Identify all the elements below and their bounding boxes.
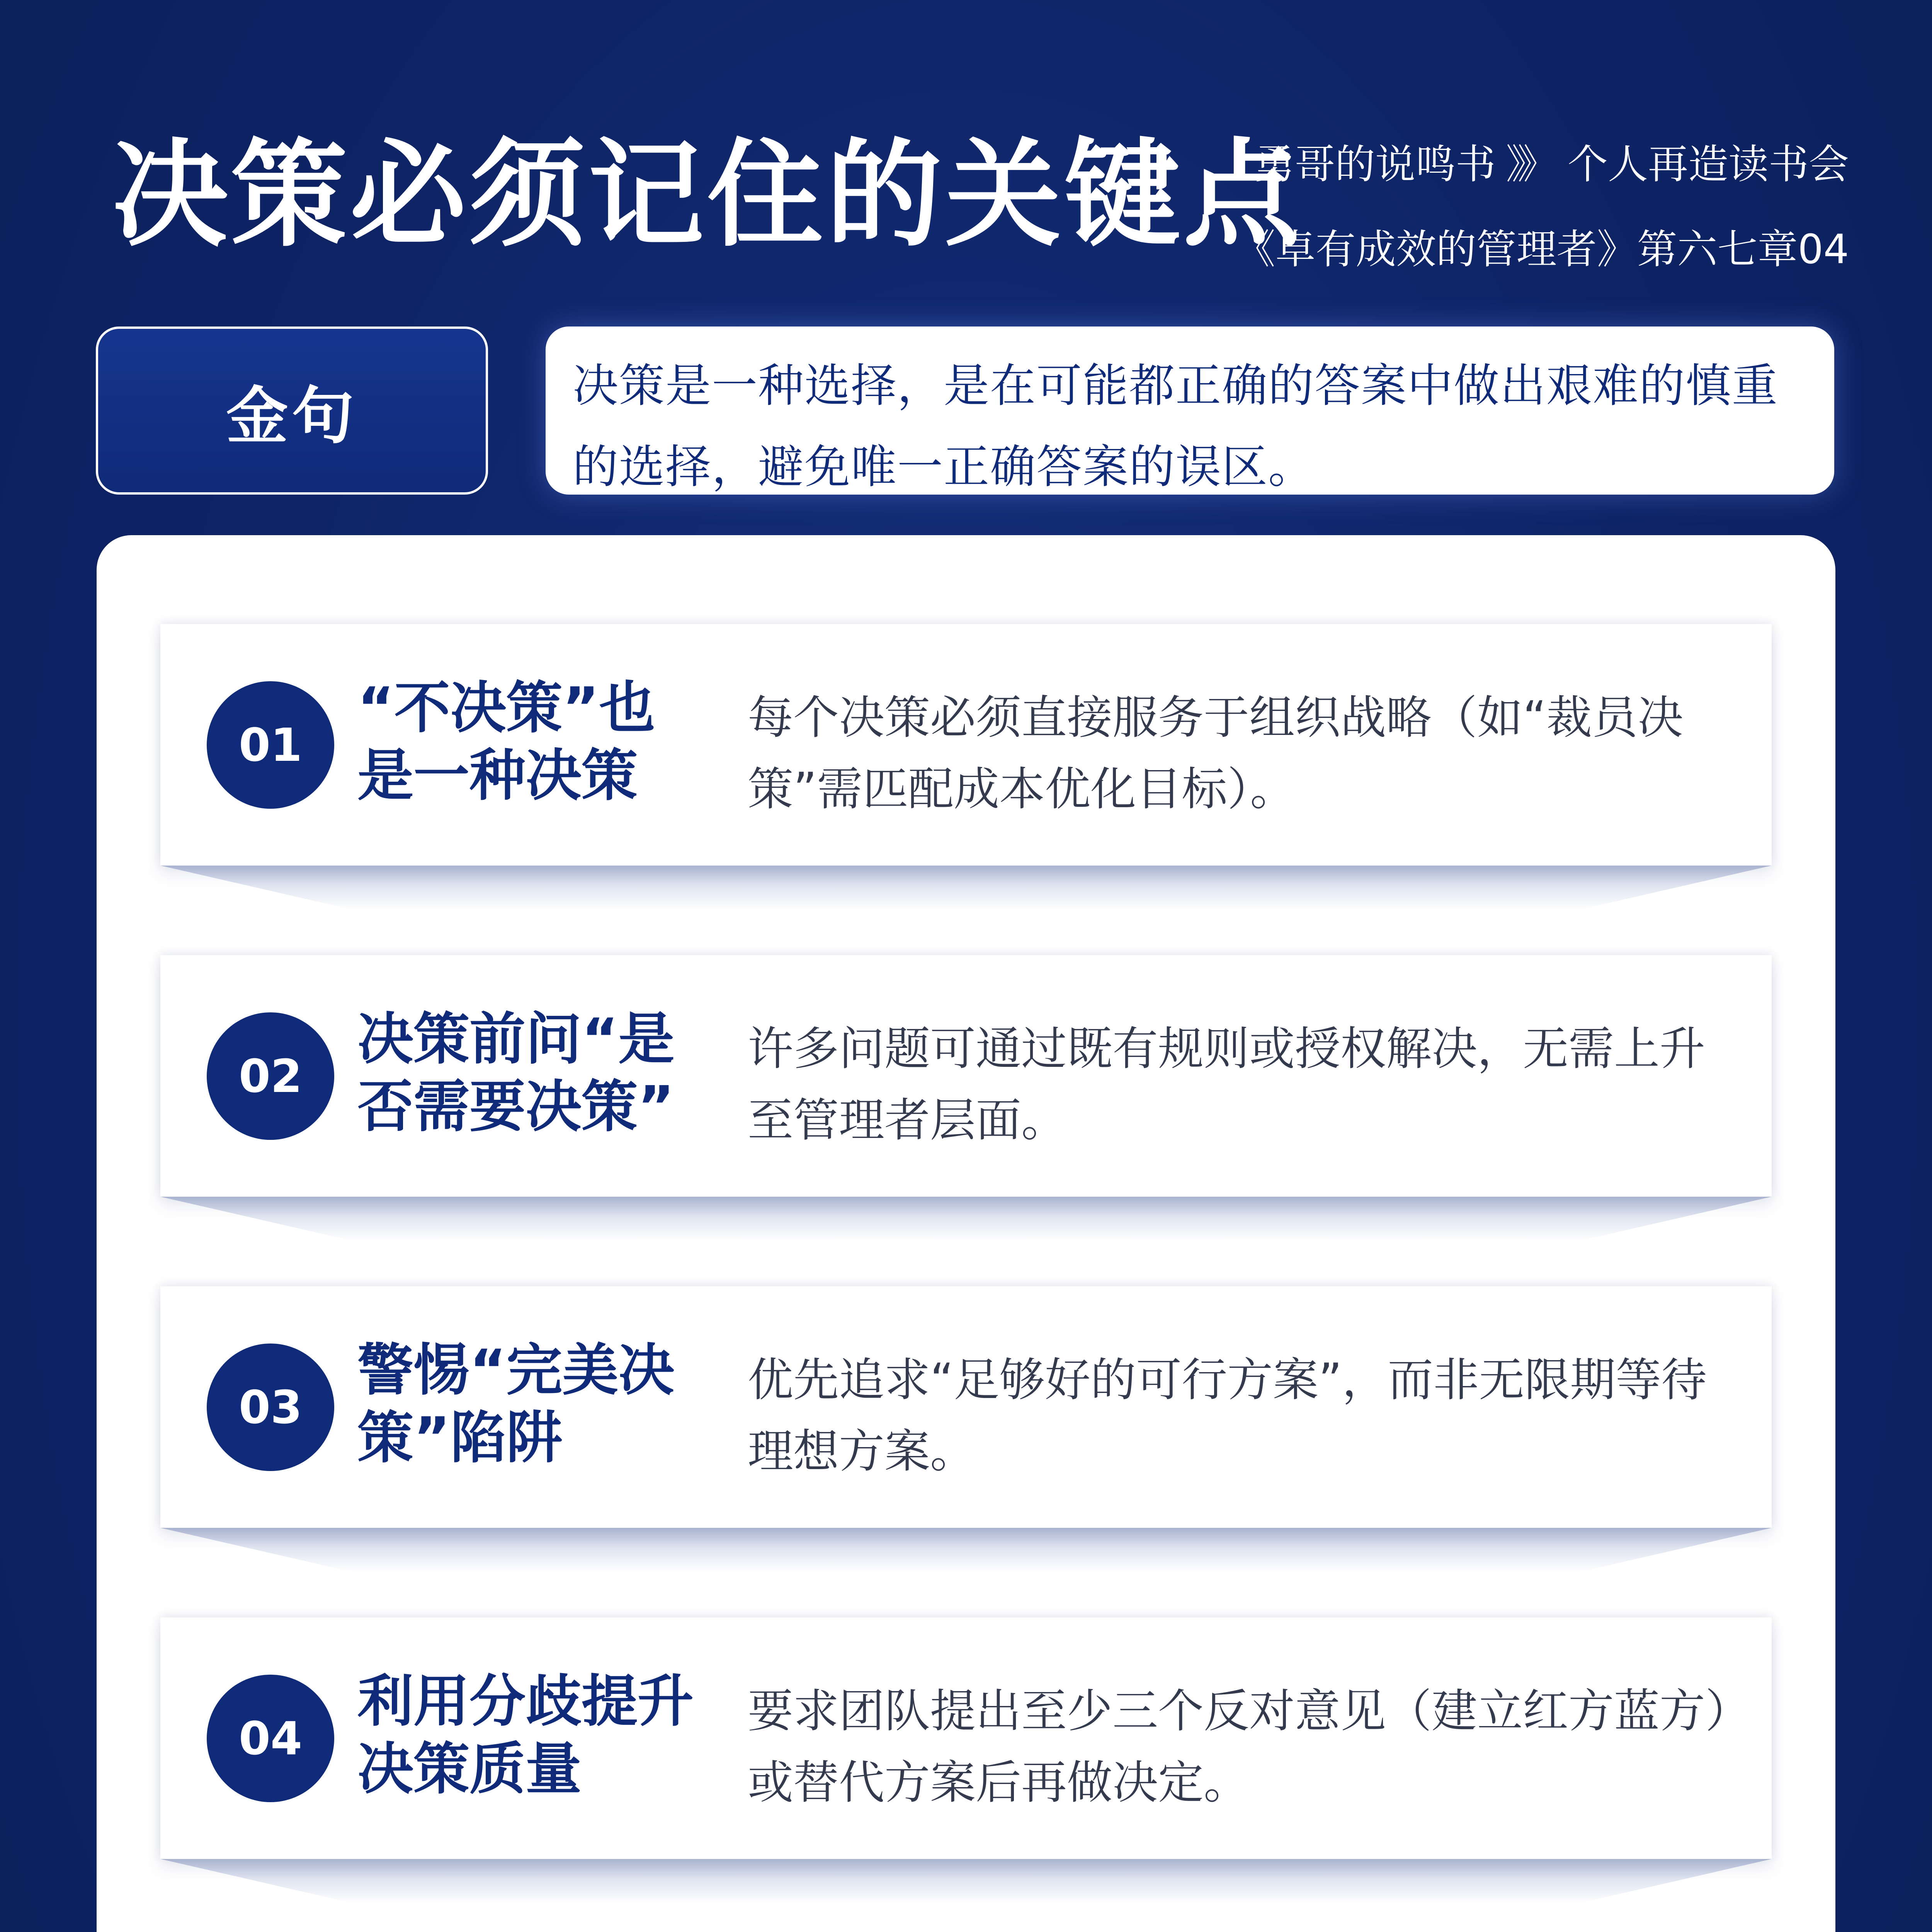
key-point-card xyxy=(160,955,1772,1197)
double-chevron-icon: 》》 xyxy=(1505,141,1549,188)
key-point-description: 优先追求“足够好的可行方案”，而非无限期等待理想方案。 xyxy=(748,1353,1707,1478)
number-badge: 03 xyxy=(207,1344,334,1471)
number-badge: 04 xyxy=(207,1675,334,1802)
key-point-card xyxy=(160,1617,1772,1859)
key-point-card xyxy=(160,624,1772,866)
card-fold-shadow xyxy=(160,1197,1772,1241)
page-title: 决策必须记住的关键点 xyxy=(112,128,1302,262)
key-point-card xyxy=(160,1286,1772,1528)
key-points-panel xyxy=(97,535,1835,1932)
key-point-title: 利用分歧提升决策质量 xyxy=(357,1669,694,1802)
author-name: 勇哥的说鸣书 xyxy=(1254,141,1496,188)
card-fold-shadow xyxy=(160,1859,1772,1903)
card-fold-shadow xyxy=(160,866,1772,910)
key-point-title: “不决策”也是一种决策 xyxy=(357,675,655,808)
number-badge: 02 xyxy=(207,1012,334,1140)
key-point-description: 每个决策必须直接服务于组织战略（如“裁员决策”需匹配成本优化目标）。 xyxy=(748,691,1684,816)
quote-tag: 金句 xyxy=(96,327,488,495)
key-point-title: 警惕“完美决策”陷阱 xyxy=(357,1338,675,1471)
book-chapter: 《卓有成效的管理者》第六七章04 xyxy=(1235,226,1849,273)
key-point-title: 决策前问“是否需要决策” xyxy=(357,1007,675,1139)
club-name: 个人再造读书会 xyxy=(1567,141,1849,188)
number-badge: 01 xyxy=(207,681,334,809)
key-point-description: 许多问题可通过既有规则或授权解决，无需上升至管理者层面。 xyxy=(748,1022,1706,1147)
header-meta xyxy=(1235,139,1849,274)
card-fold-shadow xyxy=(160,1528,1772,1572)
meta-line-book xyxy=(1235,224,1849,274)
key-point-description: 要求团队提出至少三个反对意见（建立红方蓝方）或替代方案后再做决定。 xyxy=(748,1684,1728,1809)
meta-line-author xyxy=(1235,139,1849,189)
quote-text: 决策是一种选择，是在可能都正确的答案中做出艰难的慎重的选择，避免唯一正确答案的误区。 xyxy=(546,327,1834,495)
